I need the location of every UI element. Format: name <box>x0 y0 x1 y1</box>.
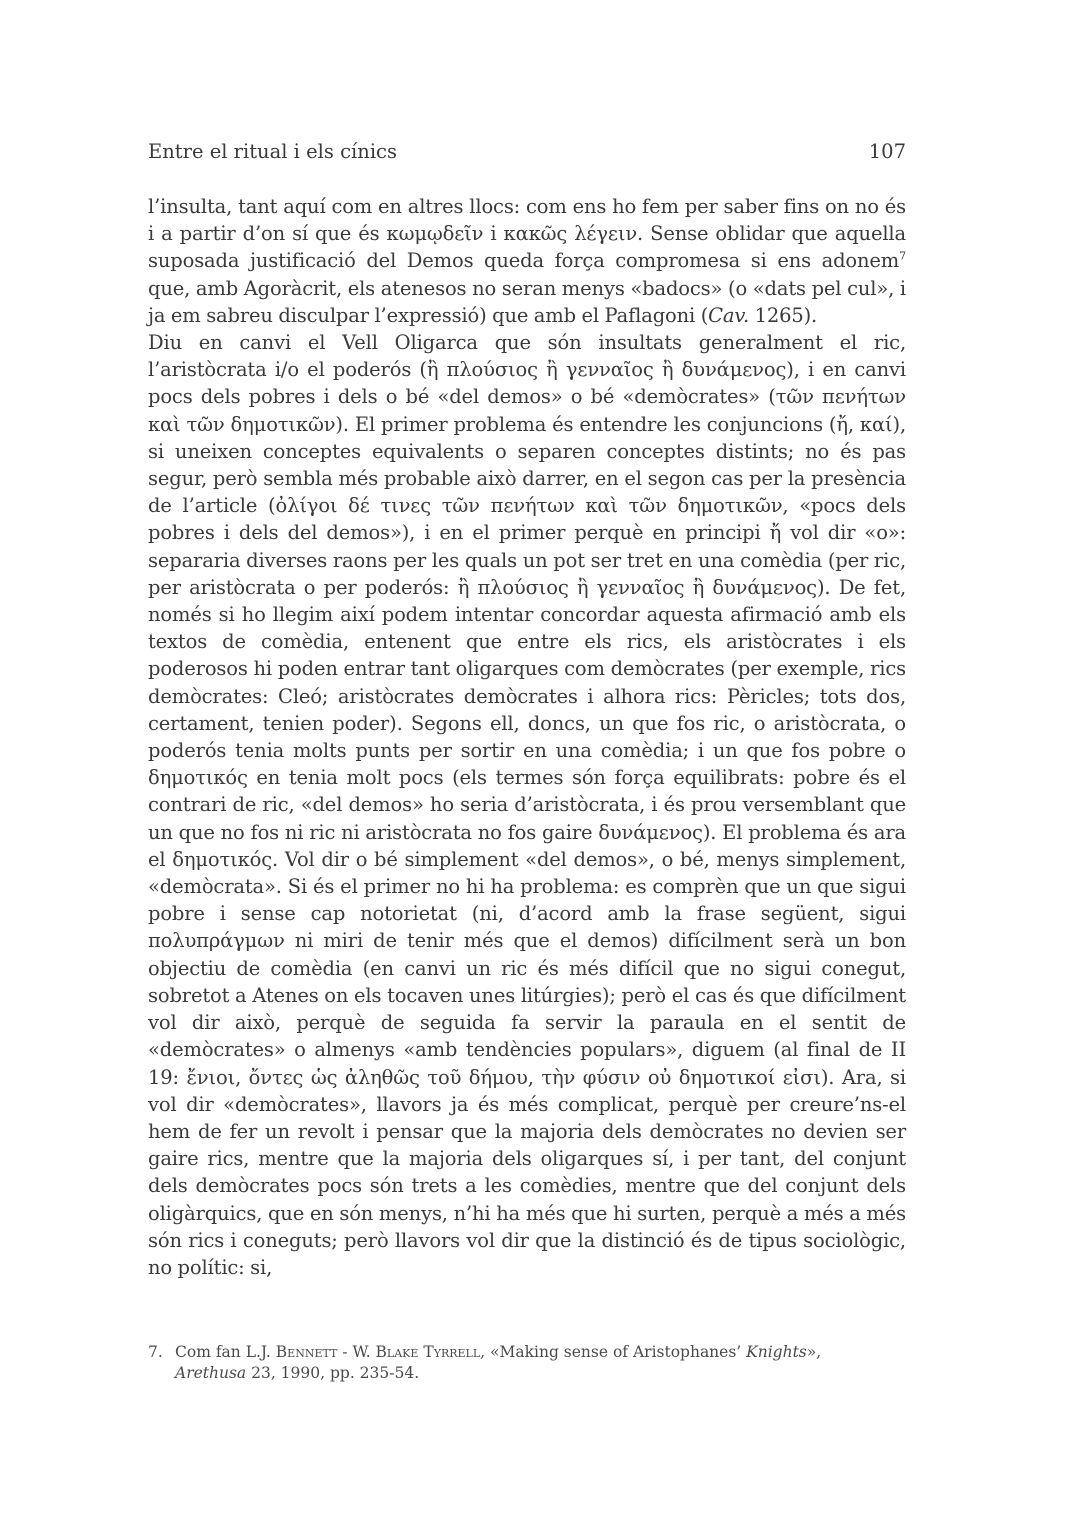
author-name: Blake Tyrrell <box>375 1343 481 1361</box>
greek-quote: δημοτικός <box>148 766 248 790</box>
paragraph <box>148 329 906 1281</box>
text-run: Diu en canvi el Vell Oligarca que són insultats generalment el ric, l’aristòcrata i/o el poderós ( <box>148 331 906 382</box>
footnote-line-2 <box>148 1363 906 1384</box>
text-run: . Sense oblidar que aquella suposada justificació del Demos queda força compromesa si ens adonem <box>148 222 906 273</box>
text-run: 1265). <box>749 303 818 327</box>
footnote-ref: 7 <box>899 249 906 263</box>
text-run: . Vol dir o bé simplement «del demos», o bé, menys simplement, «demòcrata». Si és el primer no hi ha problema: es comprèn que un que sigui pobre i sense cap notorietat (ni, d’acord amb la frase següent, sigui <box>148 847 906 926</box>
running-header <box>148 140 906 164</box>
page-number: 107 <box>868 140 906 163</box>
greek-quote: ἢ πλούσιος ἢ γενναῖος ἢ δυνάμενος <box>426 358 787 382</box>
greek-quote: κακῶς λέγειν <box>503 222 638 246</box>
text-run: ), si uneixen conceptes equivalents o separen conceptes distints; no és pas segur, però sembla més probable això darrer, en el segon cas per la presència de l’article ( <box>148 412 906 518</box>
paragraph <box>148 193 906 329</box>
greek-quote: ὀλίγοι δέ τινες τῶν πενήτων καὶ τῶν δημοτικῶν <box>275 494 783 518</box>
greek-quote: ἤ, καί <box>836 412 893 436</box>
text-run: , «Making sense of Aristophanes’ <box>480 1343 747 1361</box>
text-run: , «pocs dels pobres i dels del demos»), i en el primer perquè en principi <box>148 494 906 545</box>
text-run: ). Ara, si vol dir «demòcrates», llavors ja és més complicat, perquè per creure’ns-el hem de fer un revolt i pensar que la majoria dels demòcrates no devien ser gaire rics, mentre que la majoria dels oligarques sí, i per tant, del conjunt dels demòcrates pocs són trets a les comèdies, mentre que del conjunt dels oligàrquics, que en són menys, n’hi ha més que hi surten, perquè a més a més són rics i coneguts; però llavors vol dir que la distinció és de tipus sociològic, no polític: si, <box>148 1065 906 1279</box>
text-run: ), i en canvi pocs dels pobres i dels o bé «del demos» o bé «demòcrates» ( <box>148 358 906 409</box>
text-run: - W. <box>337 1343 376 1361</box>
text-run: 23, 1990, pp. 235-54. <box>246 1363 420 1382</box>
author-name: Bennett <box>275 1343 338 1361</box>
text-run: vol dir «o»: separaria diverses raons per les quals un pot ser tret en una comèdia (per ric, per aristòcrata o per poderós: <box>148 521 906 599</box>
text-run: l’insulta, tant aquí com en altres llocs: com ens ho fem per saber fins on no és i a partir d’on sí que és <box>148 195 906 246</box>
greek-quote: τῶν πενήτων καὶ τῶν δημοτικῶν <box>148 385 906 436</box>
running-title: Entre el ritual i els cínics <box>148 140 397 163</box>
greek-quote: ἤ <box>769 521 782 545</box>
footnote <box>148 1342 906 1383</box>
text-run: i <box>483 222 504 246</box>
italic-title: Arethusa <box>175 1363 247 1382</box>
main-text <box>148 193 906 1281</box>
italic-title: Knights <box>746 1343 807 1361</box>
text-run: ). El primer problema és entendre les conjuncions ( <box>335 412 837 436</box>
text-run: Com fan L.J. <box>175 1343 276 1361</box>
footnote-number: 7. <box>148 1343 163 1361</box>
text-run: ). De fet, només si ho llegim així podem intentar concordar aquesta afirmació amb els textos de comèdia, entenent que entre els rics, els aristòcrates i els poderosos hi poden entrar tant oligarques com demòcrates (per exemple, rics demòcrates: Cleó; aristòcrates demòcrates i alhora rics: Pèricles; tots dos, certament, tenien poder). Segons ell, doncs, un que fos ric, o aristòcrata, o poderós tenia molts punts per sortir en una comèdia; i un que fos pobre o <box>148 575 906 763</box>
greek-quote: ἢ πλούσιος ἢ γενναῖος ἢ δυνάμενος <box>457 575 817 599</box>
text-run: », <box>806 1343 822 1361</box>
greek-quote: δημοτικός <box>172 847 273 871</box>
greek-quote: δυνάμενος <box>598 820 703 844</box>
text-run: ni miri de tenir més que el demos) difícilment serà un bon objectiu de comèdia (en canvi un ric és més difícil que no sigui conegut, sobretot a Atenes on els tocaven unes litúrgies); però el cas és que difícilment vol dir això, perquè de seguida fa servir la paraula en el sentit de «demòcrates» o almenys «amb tendències populars», diguem (al final de II 19: <box>148 929 906 1089</box>
greek-quote: πολυπράγμων <box>148 929 285 953</box>
greek-quote: κωμῳδεῖν <box>386 222 484 246</box>
footnote-line-1 <box>148 1342 906 1363</box>
text-run: que, amb Agoràcrit, els atenesos no seran menys «badocs» (o «dats pel cul», i ja em sabreu disculpar l’expressió) que amb el Paflagoni ( <box>148 276 906 327</box>
greek-quote: ἔνιοι, ὄντες ὡς ἀληθῶς τοῦ δήμου, τὴν φύσιν οὐ δημοτικοί εἰσι <box>186 1065 821 1089</box>
text-run: ). El problema és ara el <box>148 820 906 871</box>
text-run: en tenia molt pocs (els termes són força equilibrats: pobre és el contrari de ric, «del demos» ho seria d’aristòcrata, i és prou versemblant que un que no fos ni ric ni aristòcrata no fos gaire <box>148 766 906 844</box>
italic-title: Cav. <box>708 303 750 327</box>
